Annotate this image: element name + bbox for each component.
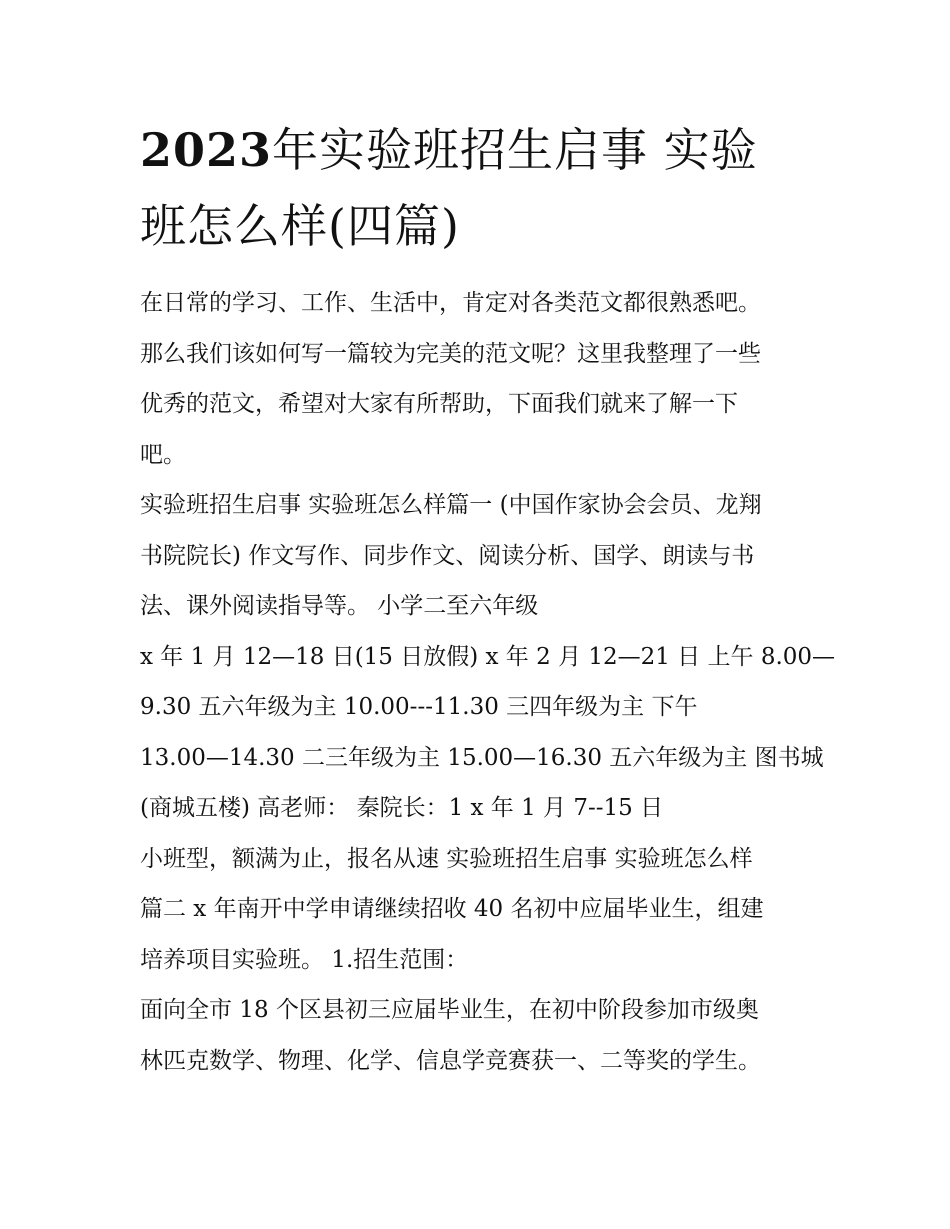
title-line1-text: 年实验班招生启事 实验 [272,123,758,177]
text-line: 培养项目实验班。 1.招生范围： [140,946,469,973]
text-line: 在日常的学习、工作、生活中，肯定对各类范文都很熟悉吧。 [140,290,761,316]
text-line: 面向全市 18 个区县初三应届毕业生，在初中阶段参加市级奥 [140,997,759,1023]
text-line: 优秀的范文，希望对大家有所帮助，下面我们就来了解一下 [140,391,738,417]
paragraph-enrollment-scope [140,985,820,1086]
title-year: 2023 [140,123,273,177]
title-line2-text: 班怎么样(四篇) [140,199,460,253]
paragraph-section-one [140,480,820,632]
text-line: 实验班招生启事 实验班怎么样篇一 (中国作家协会会员、龙翔 [140,492,762,518]
paragraph-intro [140,278,820,480]
text-line: 13.00—14.30 二三年级为主 15.00—16.30 五六年级为主 图书城 [140,744,824,771]
paragraph-section-two [140,834,820,986]
document-title [140,112,820,264]
text-line: 书院院长) 作文写作、同步作文、阅读分析、国学、朗读与书 [140,542,755,569]
document-body [140,278,836,1086]
paragraph-schedule [140,632,836,834]
text-line: 那么我们该如何写一篇较为完美的范文呢？这里我整理了一些 [140,340,761,367]
text-line: 9.30 五六年级为主 10.00---11.30 三四年级为主 下午 [140,694,698,720]
text-line: 篇二 x 年南开中学申请继续招收 40 名初中应届毕业生，组建 [140,896,764,922]
text-line: 法、课外阅读指导等。 小学二至六年级 [140,593,539,619]
text-line: 林匹克数学、物理、化学、信息学竞赛获一、二等奖的学生。 [140,1047,761,1074]
text-line: x 年 1 月 12—18 日(15 日放假) x 年 2 月 12—21 日 上午 8.00— [140,643,836,670]
text-line: 小班型，额满为止，报名从速 实验班招生启事 实验班怎么样 [140,845,753,872]
text-line: 吧。 [140,441,186,468]
text-line: (商城五楼) 高老师： 秦院长：1 x 年 1 月 7--15 日 [140,795,664,821]
